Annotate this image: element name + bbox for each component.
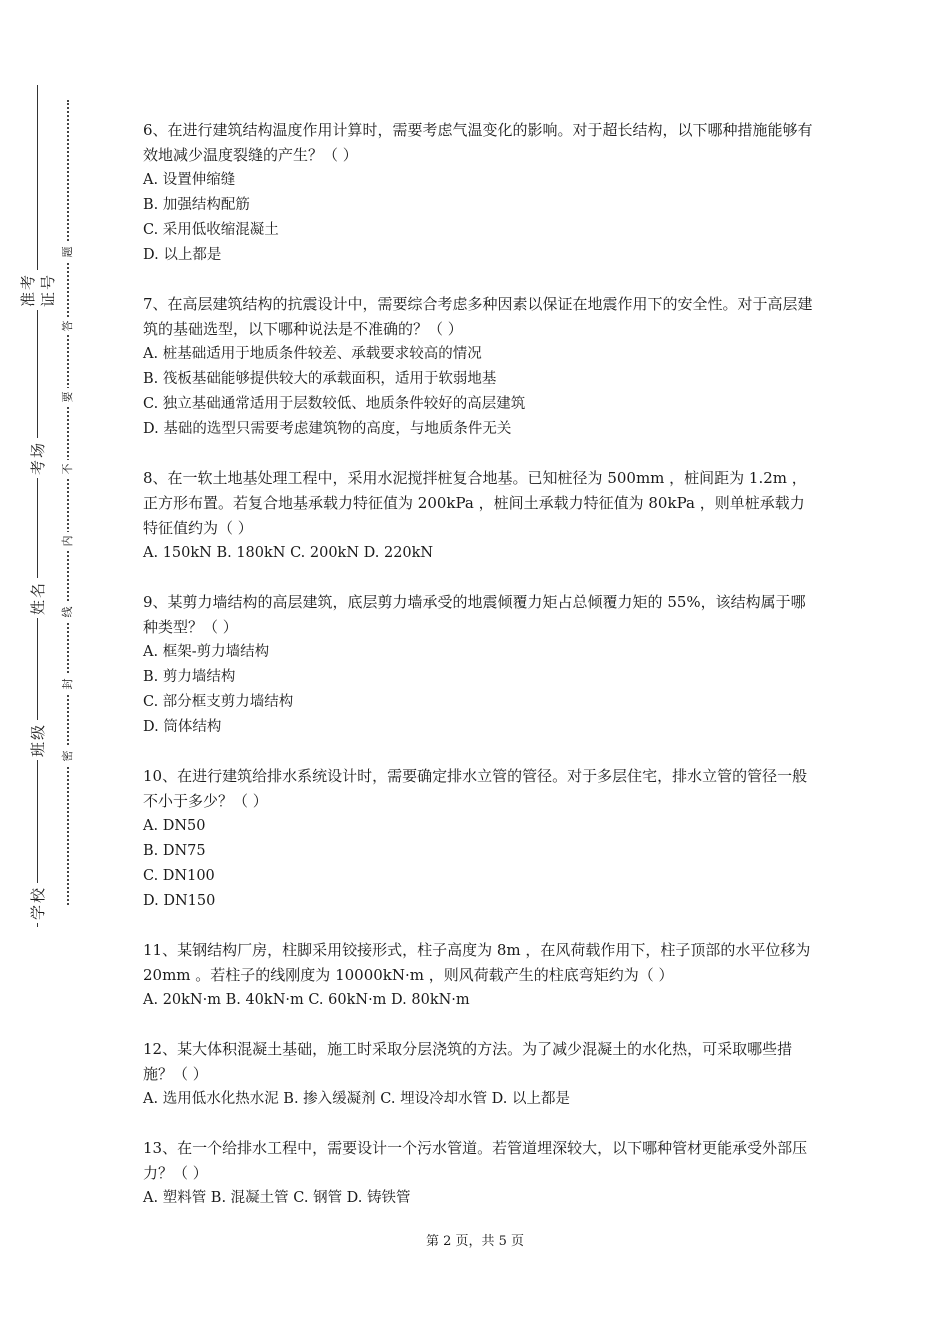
school-label: 学校	[28, 883, 48, 923]
options-inline: A. 20kN·m B. 40kN·m C. 60kN·m D. 80kN·m	[143, 992, 470, 1008]
name-label: 姓名	[28, 578, 48, 618]
option-d: D. 筒体结构	[143, 719, 222, 735]
option-b: B. 筏板基础能够提供较大的承载面积，适用于软弱地基	[143, 371, 497, 387]
question-text: 10、在进行建筑给排水系统设计时，需要确定排水立管的管径。对于多层住宅，排水立管的管径一般不小于多少？（ ）	[143, 767, 808, 810]
page-footer: 第 2 页，共 5 页	[425, 1234, 525, 1249]
question-text: 12、某大体积混凝土基础，施工时采取分层浇筑的方法。为了减少混凝土的水化热，可采取哪些措施？（ ）	[143, 1040, 793, 1083]
options-inline: A. 塑料管 B. 混凝土管 C. 钢管 D. 铸铁管	[143, 1190, 411, 1206]
question-13	[143, 1136, 813, 1211]
question-11	[143, 938, 813, 1013]
seal-char: 不	[60, 460, 76, 478]
options-inline: A. 选用低水化热水泥 B. 掺入缓凝剂 C. 埋设冷却水管 D. 以上都是	[143, 1091, 571, 1107]
question-6	[143, 118, 813, 268]
option-a: A. DN50	[143, 818, 206, 834]
seal-char: 线	[60, 603, 76, 621]
option-a: A. 框架-剪力墙结构	[143, 644, 270, 660]
option-d: D. 以上都是	[143, 247, 222, 263]
seal-char: 密	[60, 747, 76, 765]
option-a: A. 设置伸缩缝	[143, 172, 236, 188]
seal-char: 答	[60, 317, 76, 335]
option-d: D. 基础的选型只需要考虑建筑物的高度，与地质条件无关	[143, 421, 512, 437]
question-text: 11、某钢结构厂房，柱脚采用铰接形式，柱子高度为 8m ，在风荷载作用下，柱子顶部的水平位移为 20mm 。若柱子的线刚度为 10000kN·m ，则风荷载产生的柱底弯矩约为（ ）	[143, 941, 811, 984]
question-9	[143, 590, 813, 740]
question-list	[143, 118, 813, 1235]
class-label: 班级	[28, 720, 48, 760]
option-c: C. 采用低收缩混凝土	[143, 222, 279, 238]
question-text: 8、在一软土地基处理工程中，采用水泥搅拌桩复合地基。已知桩径为 500mm ，桩间距为 1.2m ，正方形布置。若复合地基承载力特征值为 200kPa ，桩间土承载力特征值为 80kPa ，则单桩承载力特征值约为（ ）	[143, 469, 807, 537]
question-12	[143, 1037, 813, 1112]
question-7	[143, 292, 813, 442]
question-text: 7、在高层建筑结构的抗震设计中，需要综合考虑多种因素以保证在地震作用下的安全性。对于高层建筑的基础选型，以下哪种说法是不准确的？（ ）	[143, 295, 813, 338]
question-text: 13、在一个给排水工程中，需要设计一个污水管道。若管道埋深较大，以下哪种管材更能承受外部压力？（ ）	[143, 1139, 808, 1182]
binding-dotted-line	[67, 100, 69, 905]
option-c: C. DN100	[143, 868, 215, 884]
binding-solid-line	[37, 85, 38, 927]
options-inline: A. 150kN B. 180kN C. 200kN D. 220kN	[143, 545, 434, 561]
option-d: D. DN150	[143, 893, 216, 909]
question-10	[143, 764, 813, 914]
exam-room-label: 考场	[28, 438, 48, 478]
seal-char: 题	[60, 243, 76, 261]
question-text: 9、某剪力墙结构的高层建筑，底层剪力墙承受的地震倾覆力矩占总倾覆力矩的 55%，该结构属于哪种类型？（ ）	[143, 593, 806, 636]
option-b: B. DN75	[143, 843, 206, 859]
seal-char: 封	[60, 675, 76, 693]
question-text: 6、在进行建筑结构温度作用计算时，需要考虑气温变化的影响。对于超长结构，以下哪种措施能够有效地减少温度裂缝的产生？（ ）	[143, 121, 813, 164]
seal-char: 内	[60, 532, 76, 550]
exam-number-label: 准考证号	[18, 270, 58, 310]
option-b: B. 加强结构配筋	[143, 197, 250, 213]
option-b: B. 剪力墙结构	[143, 669, 236, 685]
option-c: C. 部分框支剪力墙结构	[143, 694, 294, 710]
question-8	[143, 466, 813, 566]
option-c: C. 独立基础通常适用于层数较低、地质条件较好的高层建筑	[143, 396, 526, 412]
option-a: A. 桩基础适用于地质条件较差、承载要求较高的情况	[143, 346, 482, 362]
binding-margin	[0, 0, 110, 1344]
seal-char: 要	[60, 388, 76, 406]
